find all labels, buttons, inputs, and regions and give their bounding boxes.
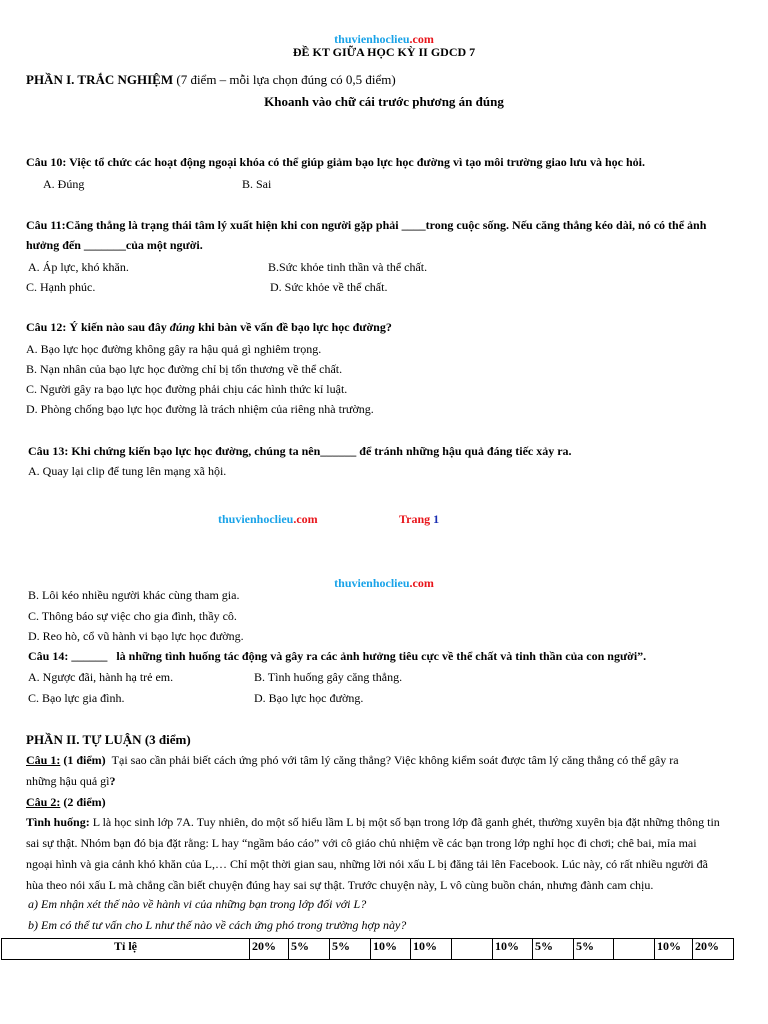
brand-name: thuvienhoclieu — [334, 32, 410, 46]
ratio-cell: 10% — [411, 939, 452, 960]
page-title: ĐỀ KT GIỮA HỌC KỲ II GDCD 7 — [292, 45, 476, 59]
q13-option-a: A. Quay lại clip để tung lên mạng xã hội. — [28, 464, 227, 478]
q14-option-c: C. Bạo lực gia đình. — [28, 691, 125, 705]
essay-q2-part-a: a) Em nhận xét thế nào về hành vi của những bạn trong lớp đối với L? — [28, 897, 367, 911]
situation-line4: hùa theo nói xấu L mà chẳng cần biết chuyện đúng hay sai sự thật. Trước chuyện này, L vô cùng buồn chán, nhưng đành cam chịu. — [26, 878, 654, 892]
ratio-cell: 10% — [371, 939, 411, 960]
ratio-cell: 20% — [250, 939, 289, 960]
q13-option-c: C. Thông báo sự việc cho gia đình, thầy cô. — [28, 609, 237, 623]
ratio-cell: 10% — [493, 939, 533, 960]
q12-option-b: B. Nạn nhân của bạo lực học đường chỉ bị tổn thương về thể chất. — [26, 362, 343, 376]
situation-line2: sai sự thật. Nhóm bạn đó bịa đặt rằng: L hay “ngầm báo cáo” với cô giáo chủ nhiệm về các bạn trong lớp nghỉ học đi chơi; chê bai, mỉa mai — [26, 836, 697, 850]
essay-q2-points: (2 điểm) — [60, 795, 106, 809]
ratio-row — [2, 939, 734, 960]
q10-text: Câu 10: Việc tổ chức các hoạt động ngoại khóa có thể giúp giảm bạo lực học đường vì tạo môi trường giao lưu và học hỏi. — [26, 155, 645, 169]
q13-text: Câu 13: Khi chứng kiến bạo lực học đường, chúng ta nên______ để tránh những hậu quả đáng tiếc xảy ra. — [28, 444, 572, 458]
essay-q1-mark: ? — [109, 774, 116, 788]
q14-text: Câu 14: ______ là những tình huống tác động và gây ra các ảnh hưởng tiêu cực về thể chất và tinh thần của con người”. — [28, 649, 647, 663]
q11-option-c: C. Hạnh phúc. — [26, 280, 96, 294]
footer-brand — [218, 512, 318, 527]
q10-option-b: B. Sai — [242, 177, 272, 191]
part1-heading-line — [26, 72, 396, 88]
essay-q2-label: Câu 2: — [26, 795, 61, 809]
page-label: Trang — [399, 512, 431, 526]
situation-label: Tình huống: — [26, 815, 90, 829]
q14-option-d: D. Bạo lực học đường. — [254, 691, 364, 705]
essay-q1-points: (1 điểm) — [60, 753, 106, 767]
q11-option-b: B.Sức khỏe tinh thần và thể chất. — [268, 260, 428, 274]
part1-note: (7 điểm – mỗi lựa chọn đúng có 0,5 điểm) — [176, 72, 396, 87]
essay-q1-text: Tại sao cần phải biết cách ứng phó với tâm lý căng thẳng? Việc không kiểm soát được tâm lý căng thẳng có thể gây ra — [111, 753, 679, 767]
q12-option-d: D. Phòng chống bạo lực học đường là trách nhiệm của riêng nhà trường. — [26, 402, 374, 416]
part1-heading: PHẦN I. TRẮC NGHIỆM — [26, 72, 174, 87]
q11-text-line1: Câu 11:Căng thẳng là trạng thái tâm lý xuất hiện khi con người gặp phải ____trong cuộc sống. Nếu căng thẳng kéo dài, nó có thể ảnh — [26, 218, 707, 232]
q11-option-a: A. Áp lực, khó khăn. — [28, 260, 129, 274]
ratio-cell: 5% — [330, 939, 371, 960]
ratio-cell: 20% — [693, 939, 734, 960]
ratio-label: Tỉ lệ — [2, 939, 250, 960]
page2-brand-name: thuvienhoclieu — [334, 576, 410, 590]
brand-tld: .com — [409, 32, 434, 46]
ratio-cell: 5% — [574, 939, 614, 960]
situation-line3: ngoại hình và gia cảnh khó khăn của L,… Chỉ một thời gian sau, những lời nói xấu L bị đăng tải lên Facebook. Lúc này, có rất nhiều người đã — [26, 857, 709, 871]
ratio-cell — [614, 939, 655, 960]
q12-suffix: khi bàn về vấn đề bạo lực học đường? — [195, 320, 392, 334]
q12-prefix: Câu 12: Ý kiến nào sau đây — [26, 320, 170, 334]
q11-text-line2: hưởng đến _______của một người. — [26, 238, 203, 252]
page-num: 1 — [433, 512, 440, 526]
q14-option-b: B. Tình huống gây căng thẳng. — [254, 670, 403, 684]
essay-q1-label: Câu 1: — [26, 753, 61, 767]
q12-option-c: C. Người gây ra bạo lực học đường phải chịu các hình thức kỉ luật. — [26, 382, 348, 396]
essay-q2-part-b: b) Em có thể tư vấn cho L như thế nào về cách ứng phó trong trường hợp này? — [28, 918, 407, 932]
q14-option-a: A. Ngược đãi, hành hạ trẻ em. — [28, 670, 174, 684]
essay-q1-line1 — [26, 753, 679, 768]
situation-text1: L là học sinh lớp 7A. Tuy nhiên, do một số hiểu lầm L bị một số bạn trong lớp đã ganh ghét, thường xuyên bịa đặt những thông tin — [89, 815, 720, 829]
ratio-cell: 5% — [533, 939, 574, 960]
page2-brand-tld: .com — [409, 576, 434, 590]
q12-text — [26, 320, 392, 335]
q13-option-d: D. Reo hò, cổ vũ hành vi bạo lực học đường. — [28, 629, 244, 643]
page-number — [399, 512, 439, 527]
essay-q2-heading — [26, 795, 106, 810]
situation-line1 — [26, 815, 720, 830]
essay-q1-text2: những hậu quả gì — [26, 774, 110, 788]
q10-option-a: A. Đúng — [43, 177, 85, 191]
essay-q1-line2 — [26, 774, 116, 789]
footer-brand-name: thuvienhoclieu — [218, 512, 294, 526]
ratio-cell: 5% — [289, 939, 330, 960]
q12-option-a: A. Bạo lực học đường không gây ra hậu quả gì nghiêm trọng. — [26, 342, 322, 356]
ratio-table — [1, 938, 734, 960]
q12-emphasis: đúng — [169, 320, 196, 334]
ratio-cell — [452, 939, 493, 960]
part1-instruction: Khoanh vào chữ cái trước phương án đúng — [264, 94, 504, 109]
footer-brand-tld: .com — [293, 512, 318, 526]
ratio-cell: 10% — [655, 939, 693, 960]
q13-option-b: B. Lôi kéo nhiều người khác cùng tham gia. — [28, 588, 240, 602]
q11-option-d: D. Sức khỏe về thể chất. — [270, 280, 388, 294]
part2-heading: PHẦN II. TỰ LUẬN (3 điểm) — [26, 732, 191, 747]
